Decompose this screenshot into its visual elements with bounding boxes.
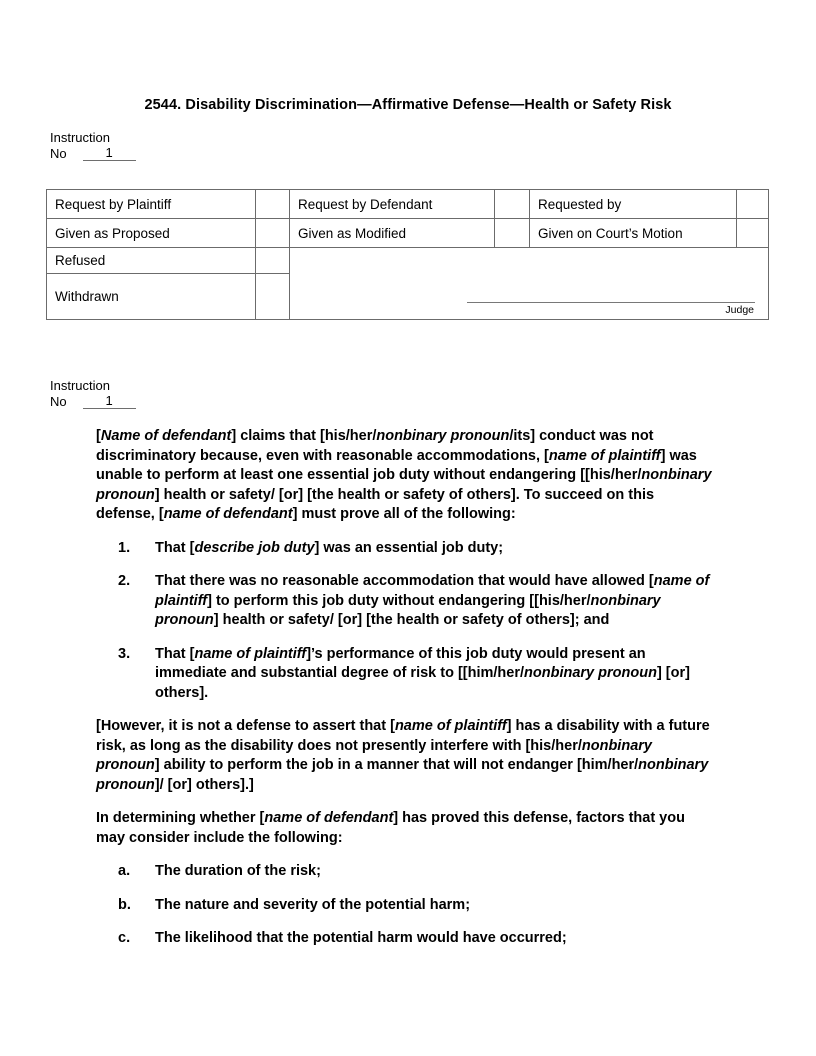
- checkbox-cell-request-by-plaintiff[interactable]: [256, 190, 290, 219]
- checkbox-cell-withdrawn[interactable]: [256, 274, 290, 320]
- instruction-number-field[interactable]: 1: [83, 146, 136, 161]
- instruction-body: [96, 427, 714, 963]
- checkbox-cell-given-on-courts-motion[interactable]: [737, 219, 769, 248]
- intro-paragraph: [Name of defendant] claims that [his/her/nonbinary pronoun/its] conduct was not discriminatory because, even with reasonable accommodations, [name of plaintiff] was unable to perform at least one essential job duty without endangering [[his/her/nonbinary pronoun] health or safety/ [or] [the health or safety of others]. To succeed on this defense, [name of defendant] must prove all of the following:: [96, 428, 712, 522]
- list-item-text: The likelihood that the potential harm would have occurred;: [155, 930, 567, 946]
- numbered-item-2: [96, 572, 714, 631]
- cell-given-as-modified: Given as Modified: [290, 219, 495, 248]
- instruction-label: Instruction: [50, 130, 110, 145]
- list-marker: 2.: [118, 573, 131, 589]
- judge-label: Judge: [725, 304, 754, 316]
- list-marker: c.: [118, 930, 131, 946]
- judge-signature-line[interactable]: [467, 302, 755, 303]
- cell-request-by-plaintiff: Request by Plaintiff: [47, 190, 256, 219]
- judge-signature-cell: [290, 248, 769, 320]
- numbered-item-3: [96, 645, 714, 704]
- checkbox-cell-requested-by[interactable]: [737, 190, 769, 219]
- list-marker: a.: [118, 863, 131, 879]
- however-paragraph: [However, it is not a defense to assert that [name of plaintiff] has a disability with a future risk, as long as the disability does not presently interfere with [his/her/nonbinary pronoun] ability to perform the job in a manner that will not endanger [him/her/nonbinary pronoun]/ [or] others].]: [96, 718, 710, 793]
- list-marker: 1.: [118, 539, 131, 556]
- instruction-number-field[interactable]: 1: [83, 394, 136, 409]
- table-row: [47, 219, 769, 248]
- table-row: [47, 190, 769, 219]
- instruction-label: Instruction: [50, 378, 110, 393]
- list-marker: b.: [118, 896, 131, 913]
- checkbox-cell-request-by-defendant[interactable]: [495, 190, 530, 219]
- list-item-text: That [name of plaintiff]’s performance of this job duty would present an immediate and substantial degree of risk to [[him/her/nonbinary pronoun] [or] others].: [155, 645, 690, 701]
- lettered-item-b: [96, 896, 714, 916]
- instruction-no-label: No: [50, 145, 67, 161]
- list-item-text: That [describe job duty] was an essential job duty;: [155, 539, 504, 556]
- list-item-text: The duration of the risk;: [155, 863, 321, 879]
- lettered-item-a: [96, 862, 714, 882]
- jury-instruction-status-table: [46, 189, 769, 320]
- cell-request-by-defendant: Request by Defendant: [290, 190, 495, 219]
- checkbox-cell-given-as-proposed[interactable]: [256, 219, 290, 248]
- page-title: 2544. Disability Discrimination—Affirmative Defense—Health or Safety Risk: [144, 97, 672, 113]
- table-row: [47, 248, 769, 274]
- instruction-no-label: No: [50, 393, 67, 409]
- numbered-item-1: [96, 539, 714, 559]
- instruction-number-block-body: [50, 378, 136, 409]
- list-marker: 3.: [118, 645, 131, 662]
- cell-requested-by: Requested by: [530, 190, 737, 219]
- checkbox-cell-given-as-modified[interactable]: [495, 219, 530, 248]
- checkbox-cell-refused[interactable]: [256, 248, 290, 274]
- instruction-number-block-top: [50, 130, 136, 161]
- list-item-text: That there was no reasonable accommodation that would have allowed [name of plaintiff] to perform this job duty without endangering [[his/her/nonbinary pronoun] health or safety/ [or] [the health or safety of others]; and: [155, 573, 710, 628]
- cell-given-as-proposed: Given as Proposed: [47, 219, 256, 248]
- cell-given-on-courts-motion: Given on Court’s Motion: [530, 219, 737, 248]
- list-item-text: The nature and severity of the potential harm;: [155, 896, 471, 913]
- factors-intro-paragraph: In determining whether [name of defendant] has proved this defense, factors that you may consider include the following:: [96, 810, 685, 846]
- lettered-item-c: [96, 929, 714, 949]
- cell-withdrawn: Withdrawn: [47, 274, 256, 320]
- cell-refused: Refused: [47, 248, 256, 274]
